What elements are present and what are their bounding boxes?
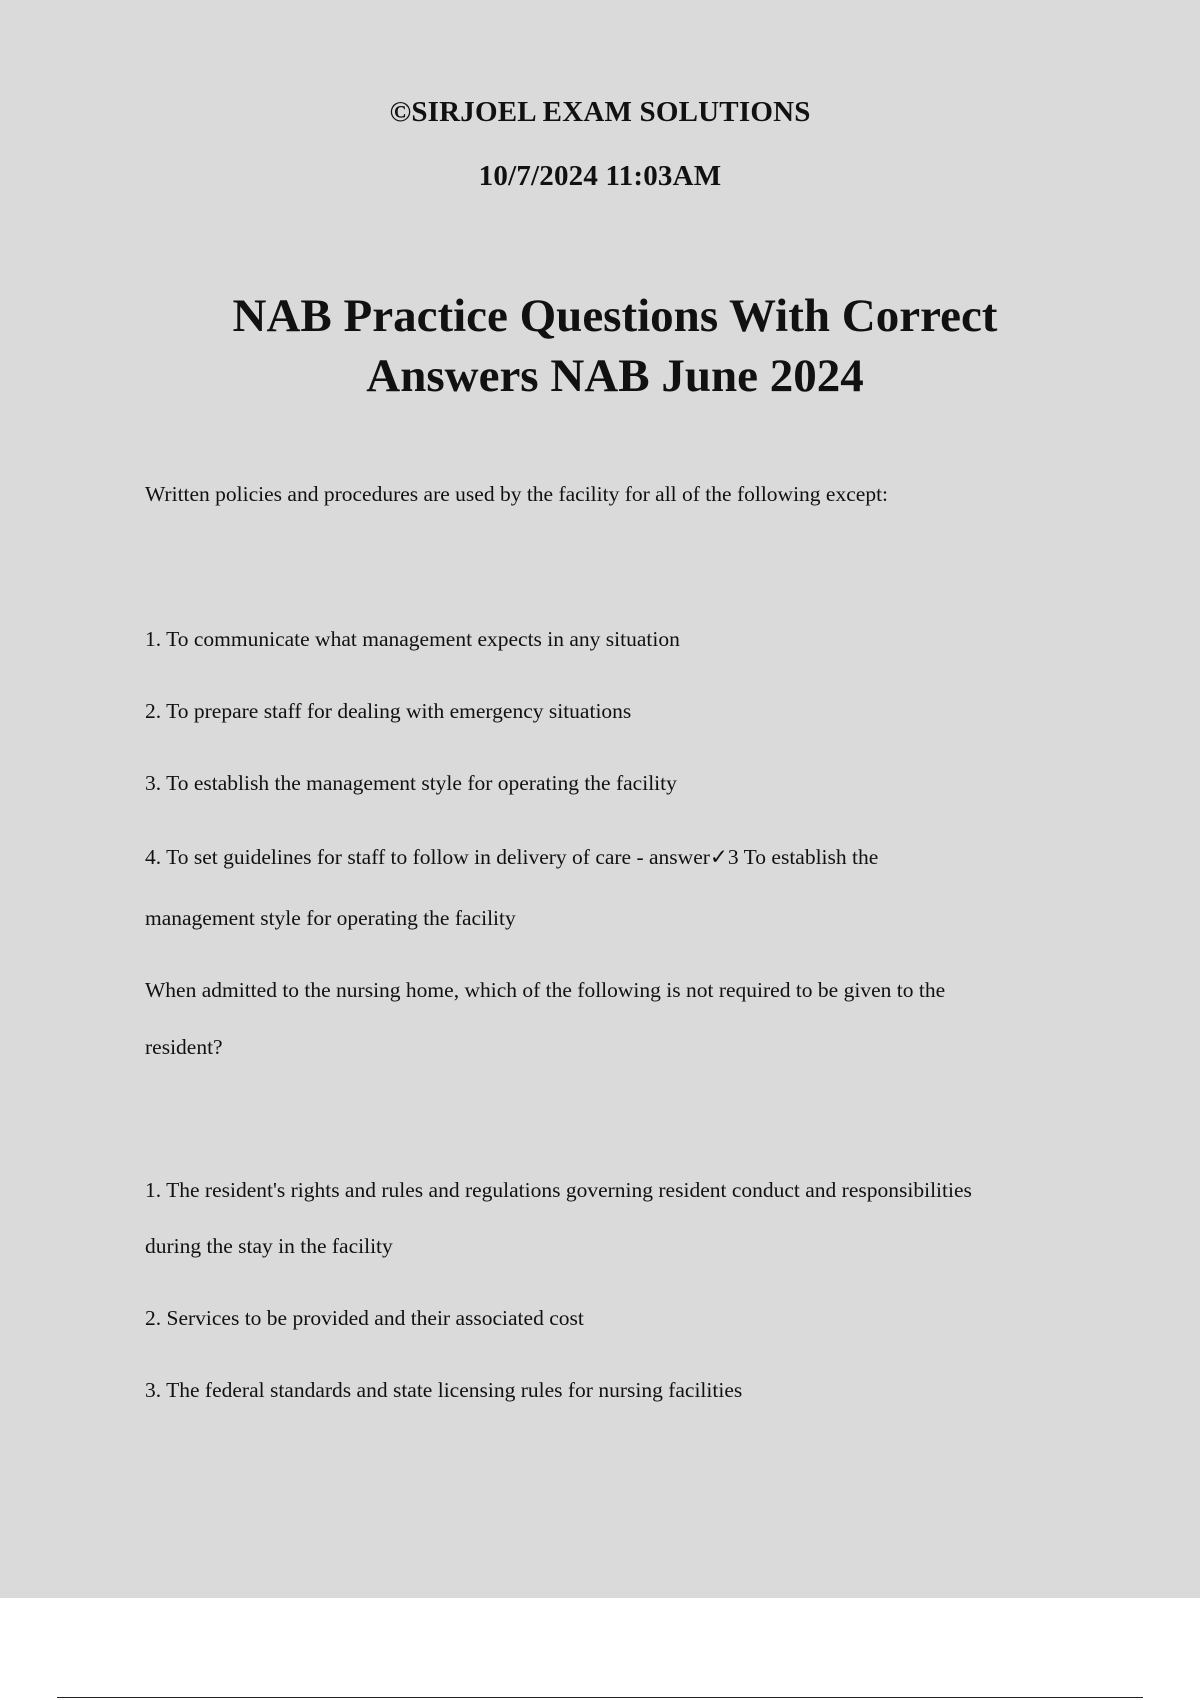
title-line-1: NAB Practice Questions With Correct	[232, 290, 998, 342]
question-2-option-3: 3. The federal standards and state licensing rules for nursing facilities	[145, 1378, 743, 1402]
question-2-option-1: 1. The resident's rights and rules and regulations governing resident conduct and responsibilities	[145, 1178, 972, 1202]
brand-header: ©SIRJOEL EXAM SOLUTIONS	[389, 96, 811, 128]
question-2-prompt: When admitted to the nursing home, which of the following is not required to be given to the	[145, 978, 946, 1002]
question-2-option-1-continued: during the stay in the facility	[145, 1234, 393, 1258]
question-1-option-2: 2. To prepare staff for dealing with emergency situations	[145, 699, 632, 723]
question-1-option-4-continued: management style for operating the facility	[145, 906, 516, 930]
title-line-2: Answers NAB June 2024	[366, 350, 864, 402]
timestamp-header: 10/7/2024 11:03AM	[478, 160, 722, 192]
footer-divider	[57, 1697, 1143, 1698]
question-2-prompt-continued: resident?	[145, 1035, 223, 1059]
question-1-option-1: 1. To communicate what management expects in any situation	[145, 627, 680, 651]
question-2-option-2: 2. Services to be provided and their associated cost	[145, 1306, 584, 1330]
document-title	[150, 286, 1080, 406]
question-1-prompt: Written policies and procedures are used by the facility for all of the following except:	[145, 482, 889, 506]
question-1-option-3: 3. To establish the management style for operating the facility	[145, 771, 677, 795]
question-1-option-4: 4. To set guidelines for staff to follow in delivery of care - answer✓3 To establish the	[145, 845, 879, 869]
